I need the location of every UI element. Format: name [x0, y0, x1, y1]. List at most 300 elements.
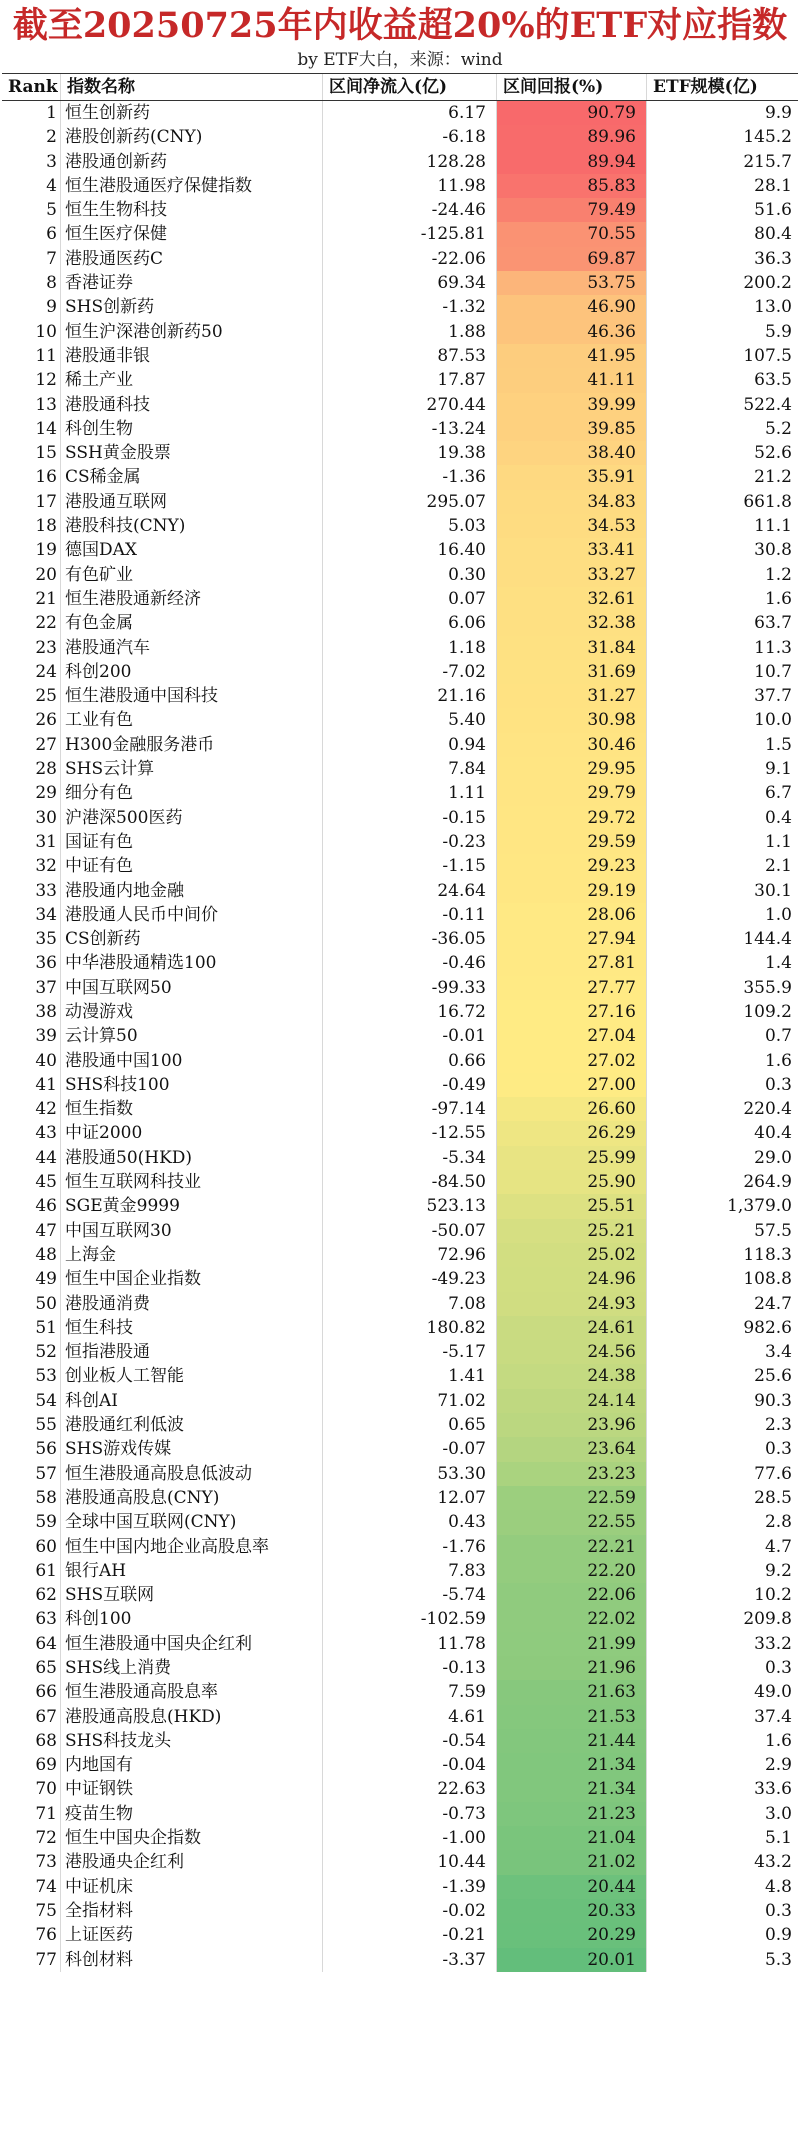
cell-rank: 60: [35, 1536, 57, 1557]
cell-index-name: 港股通非银: [60, 344, 322, 368]
cell-rank: 14: [35, 418, 57, 439]
cell-net-inflow: -1.32: [322, 295, 496, 319]
cell-period-return: 29.59: [496, 830, 646, 854]
cell-index-name: 恒生港股通新经济: [60, 587, 322, 611]
cell-etf-size: 1.6: [646, 1729, 798, 1753]
cell-index-name: 中华港股通精选100: [60, 951, 322, 975]
cell-rank: 27: [35, 734, 57, 755]
cell-net-inflow: 24.64: [322, 879, 496, 903]
cell-rank: 76: [35, 1925, 57, 1946]
cell-etf-size: 522.4: [646, 393, 798, 417]
cell-net-inflow: -12.55: [322, 1121, 496, 1145]
cell-etf-size: 63.5: [646, 368, 798, 392]
cell-net-inflow: -13.24: [322, 417, 496, 441]
cell-rank: 67: [35, 1706, 57, 1727]
cell-rank: 47: [35, 1220, 57, 1241]
table-row: [2, 1462, 798, 1486]
cell-net-inflow: 7.59: [322, 1680, 496, 1704]
cell-etf-size: 1.0: [646, 903, 798, 927]
cell-index-name: SGE黄金9999: [60, 1194, 322, 1218]
cell-etf-size: 90.3: [646, 1389, 798, 1413]
cell-period-return: 70.55: [496, 222, 646, 246]
table-row: [2, 271, 798, 295]
cell-rank: 77: [35, 1949, 57, 1970]
cell-period-return: 90.79: [496, 101, 646, 125]
table-row: [2, 684, 798, 708]
cell-etf-size: 0.3: [646, 1073, 798, 1097]
cell-period-return: 53.75: [496, 271, 646, 295]
cell-etf-size: 57.5: [646, 1219, 798, 1243]
cell-period-return: 29.95: [496, 757, 646, 781]
cell-period-return: 30.98: [496, 708, 646, 732]
cell-rank: 37: [35, 977, 57, 998]
cell-etf-size: 0.3: [646, 1437, 798, 1461]
cell-etf-size: 5.2: [646, 417, 798, 441]
cell-etf-size: 3.4: [646, 1340, 798, 1364]
cell-rank: 29: [35, 783, 57, 804]
cell-net-inflow: -1.76: [322, 1535, 496, 1559]
header-rank: Rank: [8, 77, 58, 97]
cell-index-name: 云计算50: [60, 1024, 322, 1048]
cell-period-return: 89.94: [496, 150, 646, 174]
cell-rank: 65: [35, 1658, 57, 1678]
cell-etf-size: 1.2: [646, 563, 798, 587]
cell-period-return: 22.02: [496, 1607, 646, 1631]
cell-net-inflow: -0.02: [322, 1899, 496, 1923]
cell-etf-size: 0.3: [646, 1899, 798, 1923]
cell-period-return: 31.69: [496, 660, 646, 684]
cell-etf-size: 0.4: [646, 806, 798, 830]
table-row: [2, 125, 798, 149]
cell-etf-size: 43.2: [646, 1850, 798, 1874]
cell-period-return: 25.90: [496, 1170, 646, 1194]
cell-index-name: 有色金属: [60, 611, 322, 635]
table-row: [2, 320, 798, 344]
cell-net-inflow: -5.74: [322, 1583, 496, 1607]
table-row: [2, 1389, 798, 1413]
cell-net-inflow: 11.98: [322, 174, 496, 198]
cell-net-inflow: -0.15: [322, 806, 496, 830]
header-etf-size: ETF规模(亿): [646, 74, 798, 100]
cell-rank: 15: [35, 443, 57, 464]
cell-index-name: 恒生中国内地企业高股息率: [60, 1535, 322, 1559]
cell-etf-size: 1,379.0: [646, 1194, 798, 1218]
cell-index-name: 内地国有: [60, 1753, 322, 1777]
table-row: [2, 708, 798, 732]
cell-net-inflow: 128.28: [322, 150, 496, 174]
cell-rank: 40: [35, 1050, 57, 1071]
table-row: [2, 1680, 798, 1704]
cell-index-name: 中证2000: [60, 1121, 322, 1145]
cell-etf-size: 5.9: [646, 320, 798, 344]
cell-period-return: 41.11: [496, 368, 646, 392]
cell-net-inflow: 12.07: [322, 1486, 496, 1510]
cell-index-name: 动漫游戏: [60, 1000, 322, 1024]
cell-net-inflow: -3.37: [322, 1948, 496, 1972]
cell-net-inflow: 1.41: [322, 1364, 496, 1388]
cell-rank: 10: [35, 321, 57, 342]
cell-period-return: 24.56: [496, 1340, 646, 1364]
cell-net-inflow: 72.96: [322, 1243, 496, 1267]
cell-rank: 33: [35, 880, 57, 901]
cell-net-inflow: -5.17: [322, 1340, 496, 1364]
cell-period-return: 46.90: [496, 295, 646, 319]
cell-rank: 1: [46, 103, 57, 123]
cell-rank: 31: [35, 831, 57, 852]
table-row: [2, 1194, 798, 1218]
cell-index-name: 疫苗生物: [60, 1802, 322, 1826]
cell-period-return: 89.96: [496, 125, 646, 149]
cell-net-inflow: 4.61: [322, 1705, 496, 1729]
cell-rank: 61: [35, 1560, 57, 1581]
cell-etf-size: 2.3: [646, 1413, 798, 1437]
table-row: [2, 1826, 798, 1850]
cell-index-name: 工业有色: [60, 708, 322, 732]
cell-index-name: 港股通汽车: [60, 636, 322, 660]
table-row: [2, 1802, 798, 1826]
cell-net-inflow: 16.72: [322, 1000, 496, 1024]
cell-net-inflow: 10.44: [322, 1850, 496, 1874]
table-row: [2, 344, 798, 368]
cell-rank: 64: [35, 1633, 57, 1654]
table-row: [2, 1559, 798, 1583]
cell-etf-size: 200.2: [646, 271, 798, 295]
table-row: [2, 1170, 798, 1194]
cell-period-return: 20.29: [496, 1923, 646, 1947]
cell-index-name: 中证机床: [60, 1875, 322, 1899]
cell-period-return: 27.16: [496, 1000, 646, 1024]
cell-net-inflow: 5.40: [322, 708, 496, 732]
cell-net-inflow: 1.11: [322, 781, 496, 805]
cell-rank: 41: [35, 1074, 57, 1095]
cell-index-name: 港股科技(CNY): [60, 514, 322, 538]
cell-etf-size: 25.6: [646, 1364, 798, 1388]
cell-net-inflow: 0.43: [322, 1510, 496, 1534]
table-row: [2, 490, 798, 514]
cell-index-name: 港股通消费: [60, 1292, 322, 1316]
cell-index-name: SHS互联网: [60, 1583, 322, 1607]
cell-net-inflow: 6.06: [322, 611, 496, 635]
cell-etf-size: 33.6: [646, 1777, 798, 1801]
table-row: [2, 1267, 798, 1291]
cell-rank: 9: [46, 297, 57, 318]
cell-net-inflow: 7.83: [322, 1559, 496, 1583]
cell-index-name: 恒生中国央企指数: [60, 1826, 322, 1850]
cell-net-inflow: 0.94: [322, 733, 496, 757]
cell-index-name: 恒生港股通医疗保健指数: [60, 174, 322, 198]
cell-etf-size: 5.1: [646, 1826, 798, 1850]
table-row: [2, 1923, 798, 1947]
header-index-name: 指数名称: [60, 74, 322, 100]
table-row: [2, 101, 798, 125]
cell-etf-size: 6.7: [646, 781, 798, 805]
cell-net-inflow: 19.38: [322, 441, 496, 465]
cell-net-inflow: 1.88: [322, 320, 496, 344]
cell-etf-size: 77.6: [646, 1462, 798, 1486]
cell-etf-size: 109.2: [646, 1000, 798, 1024]
table-subtitle: by ETF大白，来源：wind: [297, 50, 503, 70]
cell-rank: 2: [46, 127, 57, 148]
cell-etf-size: 108.8: [646, 1267, 798, 1291]
cell-etf-size: 118.3: [646, 1243, 798, 1267]
cell-period-return: 21.02: [496, 1850, 646, 1874]
cell-index-name: 港股通互联网: [60, 490, 322, 514]
cell-etf-size: 63.7: [646, 611, 798, 635]
cell-period-return: 29.23: [496, 854, 646, 878]
cell-net-inflow: 53.30: [322, 1462, 496, 1486]
cell-etf-size: 30.8: [646, 538, 798, 562]
cell-period-return: 25.21: [496, 1219, 646, 1243]
cell-rank: 43: [35, 1123, 57, 1144]
cell-rank: 34: [35, 904, 57, 925]
table-row: [2, 1292, 798, 1316]
table-row: [2, 1243, 798, 1267]
cell-period-return: 20.33: [496, 1899, 646, 1923]
cell-period-return: 24.96: [496, 1267, 646, 1291]
table-row: [2, 150, 798, 174]
cell-etf-size: 661.8: [646, 490, 798, 514]
cell-rank: 58: [35, 1487, 57, 1508]
cell-index-name: 细分有色: [60, 781, 322, 805]
cell-period-return: 22.21: [496, 1535, 646, 1559]
cell-rank: 48: [35, 1244, 57, 1265]
table-row: [2, 1073, 798, 1097]
cell-period-return: 26.29: [496, 1121, 646, 1145]
cell-rank: 73: [35, 1852, 57, 1873]
cell-period-return: 22.06: [496, 1583, 646, 1607]
cell-net-inflow: -99.33: [322, 976, 496, 1000]
cell-net-inflow: 22.63: [322, 1777, 496, 1801]
cell-etf-size: 220.4: [646, 1097, 798, 1121]
table-row: [2, 1486, 798, 1510]
cell-rank: 42: [35, 1099, 57, 1120]
cell-rank: 39: [35, 1026, 57, 1047]
cell-index-name: 恒生港股通高股息率: [60, 1680, 322, 1704]
cell-period-return: 46.36: [496, 320, 646, 344]
cell-index-name: 全球中国互联网(CNY): [60, 1510, 322, 1534]
cell-etf-size: 10.2: [646, 1583, 798, 1607]
table-row: [2, 1000, 798, 1024]
cell-rank: 45: [35, 1172, 57, 1193]
cell-rank: 63: [35, 1609, 57, 1630]
cell-index-name: 港股通创新药: [60, 150, 322, 174]
cell-net-inflow: -0.49: [322, 1073, 496, 1097]
cell-period-return: 27.02: [496, 1049, 646, 1073]
cell-net-inflow: -0.01: [322, 1024, 496, 1048]
cell-index-name: 沪港深500医药: [60, 806, 322, 830]
cell-net-inflow: 295.07: [322, 490, 496, 514]
cell-index-name: 恒生港股通中国央企红利: [60, 1632, 322, 1656]
cell-index-name: 恒生科技: [60, 1316, 322, 1340]
cell-period-return: 29.79: [496, 781, 646, 805]
cell-etf-size: 49.0: [646, 1680, 798, 1704]
cell-period-return: 24.61: [496, 1316, 646, 1340]
cell-rank: 70: [35, 1779, 57, 1800]
chat-bubble-icon: [624, 2101, 648, 2119]
cell-index-name: SHS云计算: [60, 757, 322, 781]
cell-net-inflow: 87.53: [322, 344, 496, 368]
cell-net-inflow: -102.59: [322, 1607, 496, 1631]
table-row: [2, 1121, 798, 1145]
cell-net-inflow: 69.34: [322, 271, 496, 295]
table-row: [2, 441, 798, 465]
cell-etf-size: 1.5: [646, 733, 798, 757]
cell-index-name: 恒生中国企业指数: [60, 1267, 322, 1291]
cell-etf-size: 1.1: [646, 830, 798, 854]
cell-net-inflow: 270.44: [322, 393, 496, 417]
cell-index-name: SHS游戏传媒: [60, 1437, 322, 1461]
cell-index-name: 上海金: [60, 1243, 322, 1267]
table-row: [2, 514, 798, 538]
cell-period-return: 30.46: [496, 733, 646, 757]
cell-period-return: 21.23: [496, 1802, 646, 1826]
cell-rank: 74: [35, 1876, 57, 1897]
cell-index-name: 有色矿业: [60, 563, 322, 587]
cell-period-return: 25.51: [496, 1194, 646, 1218]
cell-index-name: 德国DAX: [60, 538, 322, 562]
cell-rank: 54: [35, 1390, 57, 1411]
cell-index-name: 银行AH: [60, 1559, 322, 1583]
cell-index-name: CS稀金属: [60, 465, 322, 489]
cell-net-inflow: -0.07: [322, 1437, 496, 1461]
cell-period-return: 25.02: [496, 1243, 646, 1267]
cell-net-inflow: 0.30: [322, 563, 496, 587]
cell-rank: 13: [35, 394, 57, 415]
table-row: [2, 1340, 798, 1364]
cell-index-name: 恒生创新药: [60, 101, 322, 125]
cell-etf-size: 1.6: [646, 587, 798, 611]
table-row: [2, 247, 798, 271]
table-title: 截至20250725年内收益超20%的ETF对应指数: [12, 5, 788, 46]
cell-index-name: 科创200: [60, 660, 322, 684]
cell-rank: 50: [35, 1293, 57, 1314]
table-row: [2, 927, 798, 951]
cell-period-return: 24.38: [496, 1364, 646, 1388]
cell-etf-size: 33.2: [646, 1632, 798, 1656]
cell-rank: 17: [35, 491, 57, 512]
cell-rank: 22: [35, 613, 57, 634]
cell-rank: 5: [46, 200, 57, 221]
cell-index-name: 恒生指数: [60, 1097, 322, 1121]
cell-etf-size: 1.6: [646, 1049, 798, 1073]
cell-period-return: 21.04: [496, 1826, 646, 1850]
cell-rank: 56: [35, 1439, 57, 1460]
cell-period-return: 39.85: [496, 417, 646, 441]
cell-etf-size: 2.9: [646, 1753, 798, 1777]
cell-rank: 62: [35, 1585, 57, 1606]
table-row: [2, 733, 798, 757]
table-row: [2, 854, 798, 878]
table-row: [2, 295, 798, 319]
table-row: [2, 781, 798, 805]
cell-index-name: SHS科技龙头: [60, 1729, 322, 1753]
cell-etf-size: 80.4: [646, 222, 798, 246]
cell-index-name: 科创AI: [60, 1389, 322, 1413]
cell-net-inflow: -0.46: [322, 951, 496, 975]
cell-index-name: SHS科技100: [60, 1073, 322, 1097]
cell-index-name: 中证有色: [60, 854, 322, 878]
header-net-inflow: 区间净流入(亿): [322, 74, 496, 100]
table-row: [2, 1219, 798, 1243]
table-row: [2, 222, 798, 246]
cell-rank: 16: [35, 467, 57, 488]
cell-index-name: 科创100: [60, 1607, 322, 1631]
cell-etf-size: 2.1: [646, 854, 798, 878]
cell-index-name: H300金融服务港币: [60, 733, 322, 757]
table-row: [2, 636, 798, 660]
cell-period-return: 22.59: [496, 1486, 646, 1510]
cell-net-inflow: 0.07: [322, 587, 496, 611]
cell-index-name: SHS创新药: [60, 295, 322, 319]
cell-net-inflow: -5.34: [322, 1146, 496, 1170]
cell-net-inflow: -0.73: [322, 1802, 496, 1826]
cell-etf-size: 982.6: [646, 1316, 798, 1340]
cell-rank: 44: [35, 1147, 57, 1168]
cell-etf-size: 37.7: [646, 684, 798, 708]
table-row: [2, 660, 798, 684]
cell-period-return: 34.83: [496, 490, 646, 514]
cell-index-name: 港股通50(HKD): [60, 1146, 322, 1170]
cell-rank: 72: [35, 1828, 57, 1849]
cell-rank: 8: [46, 273, 57, 294]
cell-index-name: CS创新药: [60, 927, 322, 951]
cell-index-name: 恒生互联网科技业: [60, 1170, 322, 1194]
cell-net-inflow: -84.50: [322, 1170, 496, 1194]
cell-index-name: 中证钢铁: [60, 1777, 322, 1801]
cell-period-return: 23.96: [496, 1413, 646, 1437]
cell-period-return: 26.60: [496, 1097, 646, 1121]
cell-net-inflow: -0.23: [322, 830, 496, 854]
cell-net-inflow: -0.11: [322, 903, 496, 927]
cell-etf-size: 36.3: [646, 247, 798, 271]
cell-etf-size: 355.9: [646, 976, 798, 1000]
cell-etf-size: 37.4: [646, 1705, 798, 1729]
table-row: [2, 1049, 798, 1073]
cell-net-inflow: -22.06: [322, 247, 496, 271]
cell-index-name: 科创材料: [60, 1948, 322, 1972]
cell-net-inflow: -1.36: [322, 465, 496, 489]
cell-rank: 66: [35, 1682, 57, 1703]
cell-index-name: SHS线上消费: [60, 1656, 322, 1680]
table-row: [2, 538, 798, 562]
cell-period-return: 31.84: [496, 636, 646, 660]
cell-index-name: 恒生港股通高股息低波动: [60, 1462, 322, 1486]
cell-index-name: 港股通高股息(HKD): [60, 1705, 322, 1729]
cell-index-name: 科创生物: [60, 417, 322, 441]
cell-etf-size: 0.3: [646, 1656, 798, 1680]
cell-rank: 18: [35, 516, 57, 537]
cell-period-return: 23.23: [496, 1462, 646, 1486]
cell-period-return: 27.04: [496, 1024, 646, 1048]
cell-etf-size: 21.2: [646, 465, 798, 489]
cell-etf-size: 11.3: [646, 636, 798, 660]
cell-rank: 59: [35, 1512, 57, 1533]
cell-rank: 53: [35, 1366, 57, 1387]
cell-period-return: 23.64: [496, 1437, 646, 1461]
cell-period-return: 21.63: [496, 1680, 646, 1704]
cell-index-name: 港股通人民币中间价: [60, 903, 322, 927]
cell-rank: 12: [35, 370, 57, 391]
cell-period-return: 22.55: [496, 1510, 646, 1534]
cell-etf-size: 0.7: [646, 1024, 798, 1048]
cell-index-name: 港股通科技: [60, 393, 322, 417]
cell-rank: 35: [35, 929, 57, 950]
cell-net-inflow: -1.00: [322, 1826, 496, 1850]
cell-index-name: 中国互联网30: [60, 1219, 322, 1243]
cell-period-return: 35.91: [496, 465, 646, 489]
table-row: [2, 563, 798, 587]
cell-period-return: 25.99: [496, 1146, 646, 1170]
